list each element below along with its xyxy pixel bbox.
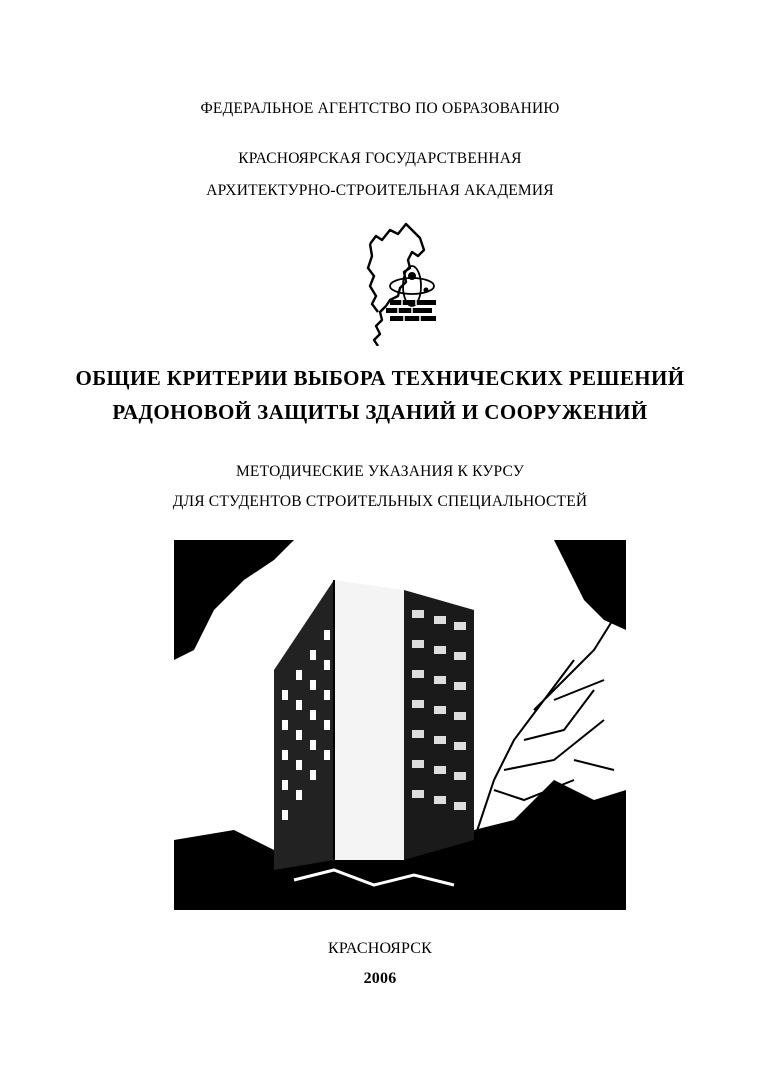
- document-subtitle-line1: МЕТОДИЧЕСКИЕ УКАЗАНИЯ К КУРСУ: [235, 463, 525, 480]
- academy-name-line1: КРАСНОЯРСКАЯ ГОСУДАРСТВЕННАЯ: [238, 150, 522, 167]
- document-title-line2: РАДОНОВОЙ ЗАЩИТЫ ЗДАНИЙ И СООРУЖЕНИЙ: [112, 400, 648, 424]
- academy-emblem-icon: [360, 216, 440, 346]
- agency-name: ФЕДЕРАЛЬНОЕ АГЕНТСТВО ПО ОБРАЗОВАНИЮ: [200, 100, 560, 117]
- publication-year: 2006: [363, 970, 397, 987]
- building-photo-icon: [174, 540, 626, 910]
- publication-city: КРАСНОЯРСК: [327, 940, 433, 957]
- document-subtitle-line2: ДЛЯ СТУДЕНТОВ СТРОИТЕЛЬНЫХ СПЕЦИАЛЬНОСТЕЙ: [172, 493, 588, 510]
- document-title-line1: ОБЩИЕ КРИТЕРИИ ВЫБОРА ТЕХНИЧЕСКИХ РЕШЕНИЙ: [75, 366, 685, 390]
- academy-name-line2: АРХИТЕКТУРНО-СТРОИТЕЛЬНАЯ АКАДЕМИЯ: [206, 182, 554, 199]
